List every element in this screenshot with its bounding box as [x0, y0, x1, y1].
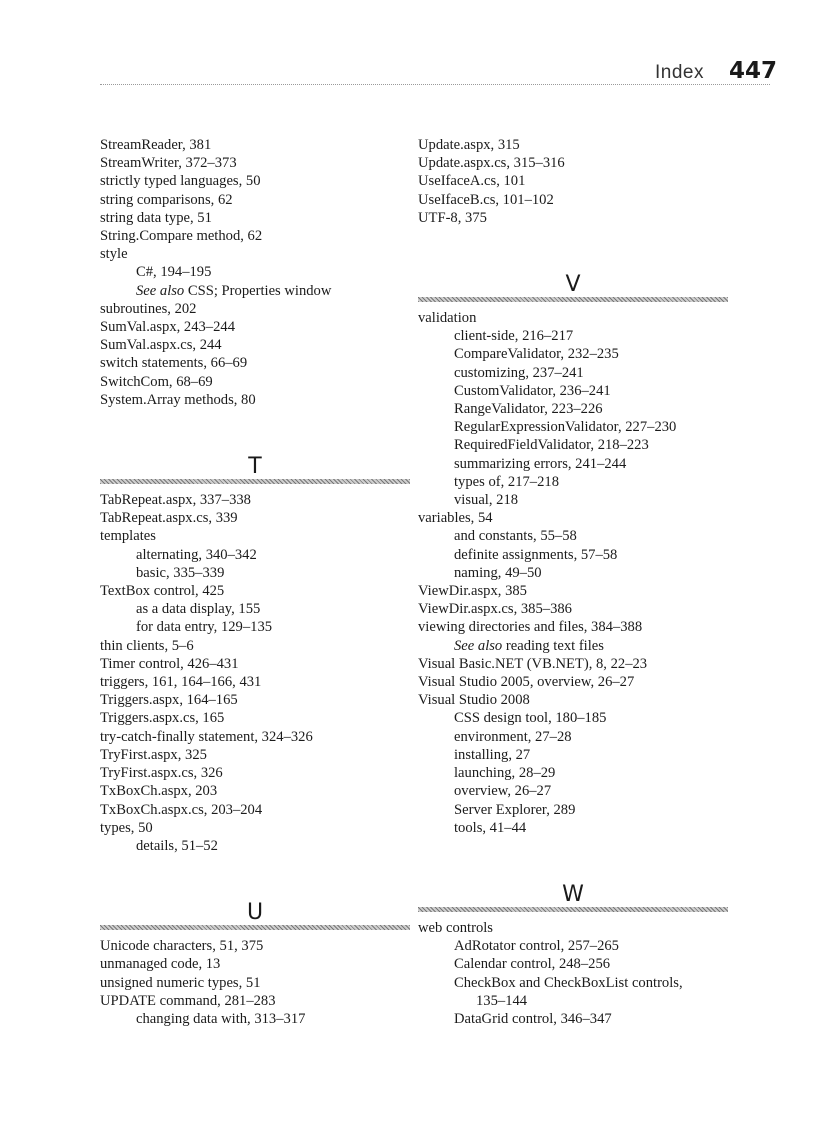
index-subentry: types of, 217–218 — [454, 473, 559, 490]
index-entry: StreamReader, 381 — [100, 137, 212, 153]
index-entry: strictly typed languages, 50 — [100, 173, 261, 190]
index-subentry: tools, 41–44 — [454, 819, 527, 836]
index-entry: TryFirst.aspx, 325 — [100, 746, 207, 763]
section-letter: T — [248, 453, 262, 479]
index-entry: web controls — [418, 919, 493, 936]
section-heading — [100, 855, 410, 937]
index-entry: UPDATE command, 281–283 — [100, 992, 276, 1009]
index-entry: Visual Studio 2008 — [418, 692, 530, 709]
section-heading — [418, 227, 728, 309]
index-subentry: CustomValidator, 236–241 — [454, 382, 611, 399]
index-subentry: alternating, 340–342 — [136, 546, 257, 563]
index-entry: Visual Basic.NET (VB.NET), 8, 22–23 — [418, 655, 648, 672]
index-entry: SumVal.aspx.cs, 244 — [100, 337, 222, 354]
index-entry: UTF-8, 375 — [418, 209, 487, 226]
section-letter: V — [565, 271, 581, 297]
index-entry: string comparisons, 62 — [100, 191, 233, 208]
index-entry: Triggers.aspx.cs, 165 — [100, 710, 225, 727]
index-entry: UseIfaceA.cs, 101 — [418, 173, 526, 190]
index-subentry: changing data with, 313–317 — [136, 1010, 306, 1027]
section-rule — [100, 925, 410, 930]
index-entry: TabRepeat.aspx, 337–338 — [100, 492, 251, 509]
index-entry: TxBoxCh.aspx.cs, 203–204 — [100, 801, 263, 818]
index-subentry: overview, 26–27 — [454, 783, 552, 800]
index-subentry: CSS design tool, 180–185 — [454, 710, 607, 727]
see-also-target: CSS; Properties window — [184, 282, 332, 299]
index-subentry: summarizing errors, 241–244 — [454, 455, 627, 472]
section-rule — [418, 907, 728, 912]
section-rule — [418, 297, 728, 302]
index-subentry: definite assignments, 57–58 — [454, 546, 618, 563]
section-heading — [100, 409, 410, 491]
index-entry: UseIfaceB.cs, 101–102 — [418, 191, 554, 208]
index-entry: style — [100, 246, 128, 263]
index-subentry-continuation: 135–144 — [476, 992, 528, 1009]
section-heading — [418, 837, 728, 919]
index-entry: triggers, 161, 164–166, 431 — [100, 674, 262, 691]
index-entry: TextBox control, 425 — [100, 583, 225, 600]
index-subentry: as a data display, 155 — [136, 601, 261, 618]
index-entry: Timer control, 426–431 — [100, 655, 239, 672]
index-subentry: naming, 49–50 — [454, 564, 542, 581]
index-entry: viewing directories and files, 384–388 — [418, 619, 643, 636]
index-entry: Triggers.aspx, 164–165 — [100, 692, 238, 709]
index-column-right — [418, 136, 728, 1028]
see-also-label: See also — [454, 637, 503, 654]
index-subentry: details, 51–52 — [136, 837, 218, 854]
index-subentry: installing, 27 — [454, 746, 531, 763]
index-subentry: and constants, 55–58 — [454, 528, 577, 545]
index-subentry: AdRotator control, 257–265 — [454, 938, 619, 955]
index-subentry: RequiredFieldValidator, 218–223 — [454, 437, 649, 454]
index-entry: Update.aspx.cs, 315–316 — [418, 155, 565, 172]
index-subentry: basic, 335–339 — [136, 564, 225, 581]
index-entry: switch statements, 66–69 — [100, 355, 248, 372]
index-subentry: customizing, 237–241 — [454, 364, 584, 381]
index-column-left — [100, 136, 410, 1028]
index-entry: Visual Studio 2005, overview, 26–27 — [418, 674, 635, 691]
index-see-also — [100, 282, 410, 300]
index-entry: unmanaged code, 13 — [100, 956, 221, 973]
index-entry: subroutines, 202 — [100, 300, 197, 317]
index-subentry: CheckBox and CheckBoxList controls, — [454, 974, 683, 991]
index-subentry: C#, 194–195 — [136, 264, 212, 281]
index-subentry: Calendar control, 248–256 — [454, 956, 611, 973]
index-subentry: DataGrid control, 346–347 — [454, 1010, 612, 1027]
index-subentry: Server Explorer, 289 — [454, 801, 576, 818]
header-dotted-rule — [100, 84, 770, 85]
index-entry: ViewDir.aspx, 385 — [418, 583, 527, 600]
running-header-title: Index — [655, 62, 704, 83]
index-entry: System.Array methods, 80 — [100, 391, 256, 408]
index-see-also — [418, 637, 728, 655]
index-entry: Unicode characters, 51, 375 — [100, 938, 264, 955]
index-entry: string data type, 51 — [100, 209, 212, 226]
page-number: 447 — [729, 58, 778, 84]
index-subentry: CompareValidator, 232–235 — [454, 346, 619, 363]
index-entry: ViewDir.aspx.cs, 385–386 — [418, 601, 572, 618]
index-entry: TryFirst.aspx.cs, 326 — [100, 765, 223, 782]
see-also-label: See also — [136, 282, 185, 299]
index-entry: templates — [100, 528, 156, 545]
index-subentry: RegularExpressionValidator, 227–230 — [454, 419, 677, 436]
index-subentry: environment, 27–28 — [454, 728, 572, 745]
index-subentry: RangeValidator, 223–226 — [454, 401, 603, 418]
section-rule — [100, 479, 410, 484]
see-also-target: reading text files — [502, 637, 604, 654]
section-letter: U — [246, 899, 264, 925]
index-entry: unsigned numeric types, 51 — [100, 974, 261, 991]
section-letter: W — [562, 881, 584, 907]
index-subentry: for data entry, 129–135 — [136, 619, 273, 636]
index-entry: TabRepeat.aspx.cs, 339 — [100, 510, 238, 527]
index-subentry: client-side, 216–217 — [454, 328, 574, 345]
index-entry: try-catch-finally statement, 324–326 — [100, 728, 313, 745]
index-entry: String.Compare method, 62 — [100, 228, 263, 245]
index-entry: types, 50 — [100, 819, 153, 836]
index-entry: SumVal.aspx, 243–244 — [100, 319, 235, 336]
index-subentry: launching, 28–29 — [454, 765, 556, 782]
index-entry: TxBoxCh.aspx, 203 — [100, 783, 218, 800]
index-entry: validation — [418, 310, 477, 327]
index-subentry: visual, 218 — [454, 492, 519, 509]
index-entry: StreamWriter, 372–373 — [100, 155, 237, 172]
index-entry: Update.aspx, 315 — [418, 137, 520, 153]
index-entry: variables, 54 — [418, 510, 493, 527]
index-entry: thin clients, 5–6 — [100, 637, 194, 654]
index-entry: SwitchCom, 68–69 — [100, 373, 213, 390]
